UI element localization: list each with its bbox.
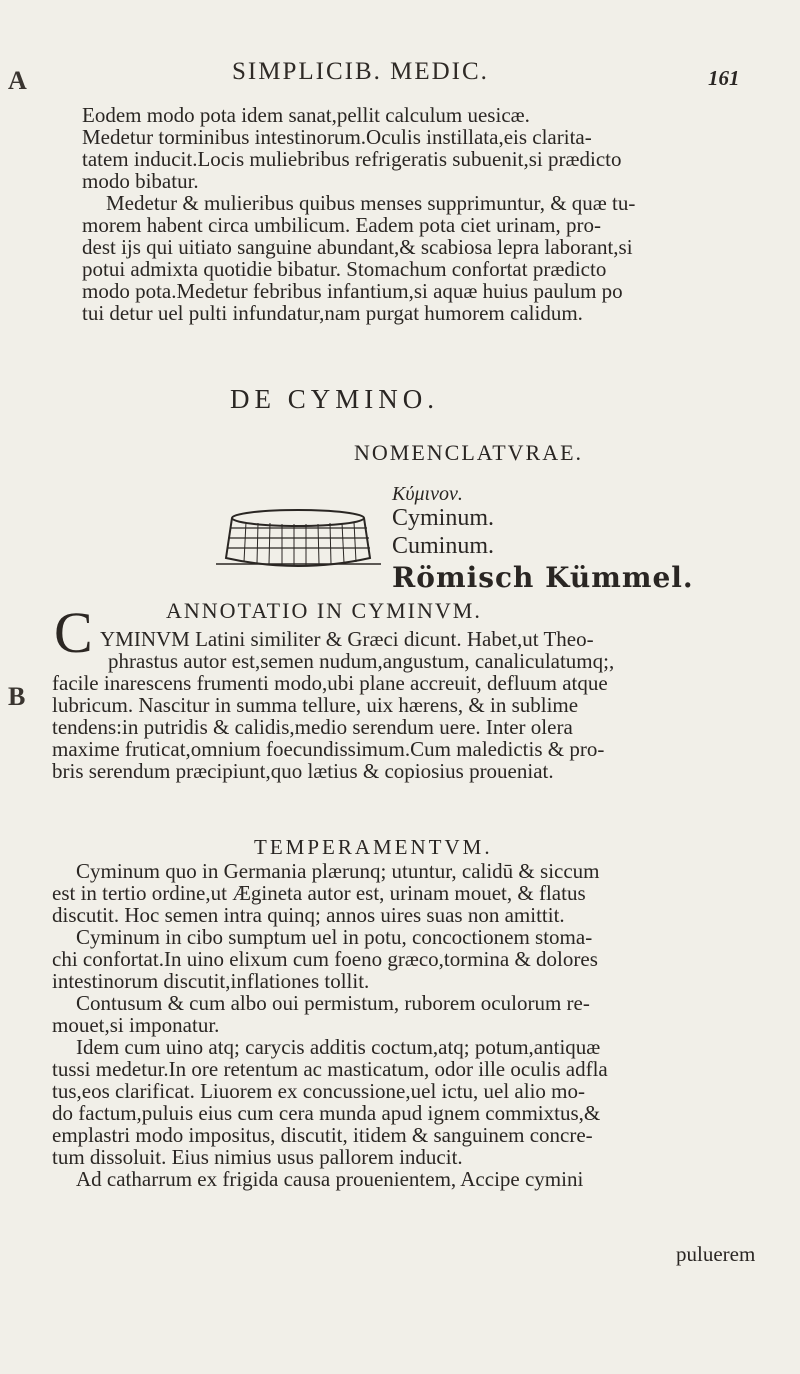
german-name: Römisch Kümmel. (392, 561, 694, 594)
text-line: morem habent circa umbilicum. Eadem pota ciet urinam, pro- (82, 213, 601, 237)
annotatio-text (52, 627, 615, 783)
text-line: Contusum & cum albo oui permistum, ruborem oculorum re- (76, 991, 590, 1015)
text-line: lubricum. Nascitur in summa tellure, uix hærens, & in sublime (52, 693, 579, 717)
greek-name: Κύμινον. (392, 483, 463, 505)
text-line: intestinorum discutit,inflationes tollit. (52, 969, 370, 993)
temperamentum-text (52, 860, 608, 1190)
text-line: dest ijs qui uitiato sanguine abundant,& scabiosa lepra laborant,si (82, 235, 633, 259)
drop-capital: C (54, 600, 93, 665)
synonym-list (392, 483, 694, 595)
page-number: 161 (708, 66, 740, 90)
text-line: Medetur torminibus intestinorum.Oculis instillata,eis clarita- (82, 125, 592, 149)
text-line: Eodem modo pota idem sanat,pellit calculum uesicæ. (82, 103, 530, 127)
text-line: Idem cum uino atq; carycis additis coctum,atq; potum,antiquæ (76, 1035, 601, 1059)
chapter-heading: DE CYMINO. (230, 384, 439, 414)
text-line: Cyminum in cibo sumptum uel in potu, concoctionem stoma- (76, 925, 593, 949)
latin-name: Cyminum. (392, 505, 495, 531)
text-line: tus,eos clarificat. Liuorem ex concussione,uel ictu, uel alio mo- (52, 1079, 585, 1103)
text-line: tendens:in putridis & calidis,medio serendum uere. Inter olera (52, 715, 573, 739)
nomenclature-heading: NOMENCLATVRAE. (354, 440, 584, 465)
text-line: YMINVM Latini similiter & Græci dicunt. Habet,ut Theo- (100, 627, 594, 651)
text-line: tum dissoluit. Eius nimius usus pallorem inducit. (52, 1145, 463, 1169)
text-line: mouet,si imponatur. (52, 1013, 220, 1037)
cumin-basket-woodcut (216, 508, 381, 570)
text-line: Cyminum quo in Germania plærunq; utuntur, calidū & siccum (76, 859, 600, 883)
text-line: facile inarescens frumenti modo,ubi plane accreuit, defluum atque (52, 671, 608, 695)
temperamentum-heading: TEMPERAMENTVM. (254, 835, 493, 859)
latin-name: Cuminum. (392, 533, 495, 559)
text-line: modo bibatur. (82, 169, 199, 193)
text-line: phrastus autor est,semen nudum,angustum, canaliculatumq;, (108, 649, 615, 673)
annotatio-heading: ANNOTATIO IN CYMINVM. (166, 598, 482, 623)
text-line: discutit. Hoc semen intra quinq; annos uires suas non amittit. (52, 903, 565, 927)
opening-text (82, 104, 635, 324)
catchword: puluerem (676, 1242, 756, 1266)
text-line: Ad catharrum ex frigida causa prouenientem, Accipe cymini (76, 1167, 584, 1191)
text-line: chi confortat.In uino elixum cum foeno græco,tormina & dolores (52, 947, 598, 971)
margin-letter-b: B (8, 682, 26, 711)
text-line: Medetur & mulieribus quibus menses supprimuntur, & quæ tu- (106, 191, 636, 215)
text-line: tussi medetur.In ore retentum ac masticatum, odor ille oculis adfla (52, 1057, 608, 1081)
margin-letter-a: A (8, 66, 27, 95)
text-line: est in tertio ordine,ut Æginetа autor est, urinam mouet, & flatus (52, 881, 586, 905)
text-line: do factum,puluis eius cum cera munda apud ignem commixtus,& (52, 1101, 601, 1125)
text-line: tatem inducit.Locis muliebribus refrigeratis subuenit,si prædicto (82, 147, 622, 171)
text-line: bris serendum præcipiunt,quo lætius & copiosius proueniat. (52, 759, 554, 783)
text-line: maxime fruticat,omnium foecundissimum.Cum maledictis & pro- (52, 737, 605, 761)
text-line: emplastri modo impositus, discutit, itidem & sanguinem concre- (52, 1123, 593, 1147)
running-head: SIMPLICIB. MEDIC. (232, 58, 489, 85)
text-line: tui detur uel pulti infundatur,nam purgat humorem calidum. (82, 301, 583, 325)
text-line: potui admixta quotidie bibatur. Stomachum confortat prædicto (82, 257, 607, 281)
text-line: modo pota.Medetur febribus infantium,si aquæ huius paulum po (82, 279, 623, 303)
